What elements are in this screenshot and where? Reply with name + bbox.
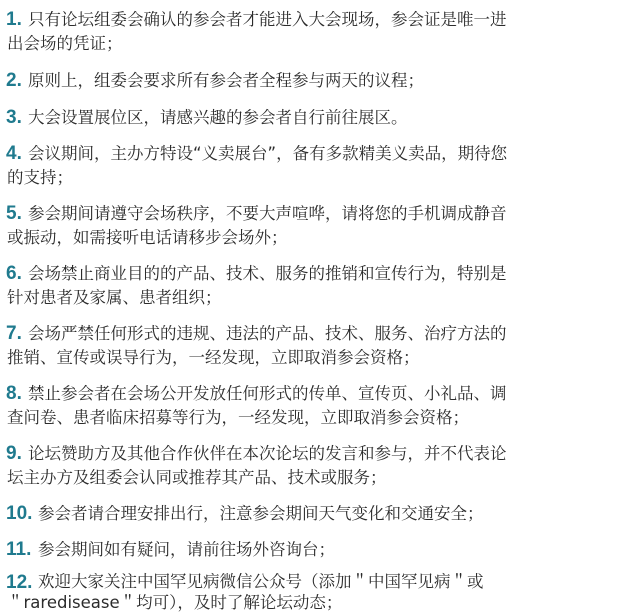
item-text-line: 论坛赞助方及其他合作伙伴在本次论坛的发言和参与，并不代表论: [28, 444, 507, 463]
list-item: [6, 8, 622, 56]
item-number: 5.: [6, 203, 22, 224]
item-text-line: 坛主办方及组委会认同或推荐其产品、技术或服务；: [7, 468, 387, 487]
item-number: 1.: [6, 9, 22, 30]
item-text-line: 只有论坛组委会确认的参会者才能进入大会现场，参会证是唯一进: [28, 10, 507, 29]
item-text-line: 针对患者及家属、患者组织；: [7, 288, 222, 307]
item-number: 12.: [6, 572, 33, 593]
item-text-line: 参会期间如有疑问，请前往场外咨询台；: [38, 540, 335, 559]
item-text-line: 查问卷、患者临床招募等行为，一经发现，立即取消参会资格；: [7, 408, 469, 427]
item-text-line: ＂raredisease＂均可），及时了解论坛动态；: [7, 593, 343, 612]
item-number: 8.: [6, 383, 22, 404]
item-text-line: 大会设置展位区，请感兴趣的参会者自行前往展区。: [28, 108, 408, 127]
item-text-line: 参会期间请遵守会场秩序，不要大声喧哗，请将您的手机调成静音: [28, 204, 507, 223]
list-item: [6, 142, 622, 190]
item-text-line: 推销、宣传或误导行为，一经发现，立即取消参会资格；: [7, 348, 420, 367]
item-text-line: 禁止参会者在会场公开发放任何形式的传单、宣传页、小礼品、调: [28, 384, 507, 403]
list-item: [6, 571, 622, 613]
list-item: [6, 442, 622, 490]
item-text-line: 或振动，如需接听电话请移步会场外；: [7, 228, 288, 247]
item-number: 10.: [6, 503, 33, 524]
item-number: 3.: [6, 107, 22, 128]
item-number: 2.: [6, 70, 22, 91]
item-number: 4.: [6, 143, 22, 164]
item-text-line: 原则上，组委会要求所有参会者全程参与两天的议程；: [28, 71, 424, 90]
item-text-line: 欢迎大家关注中国罕见病微信公众号（添加＂中国罕见病＂或: [38, 572, 484, 591]
list-item: [6, 69, 622, 93]
list-item: [6, 202, 622, 250]
list-item: [6, 538, 622, 562]
item-number: 9.: [6, 443, 22, 464]
item-number: 6.: [6, 263, 22, 284]
item-text-line: 会场禁止商业目的的产品、技术、服务的推销和宣传行为，特别是: [28, 264, 507, 283]
item-text-line: 会议期间，主办方特设“义卖展台”，备有多款精美义卖品，期待您: [28, 144, 508, 163]
item-text-line: 会场严禁任何形式的违规、违法的产品、技术、服务、治疗方法的: [28, 324, 507, 343]
item-number: 7.: [6, 323, 22, 344]
list-item: [6, 322, 622, 370]
list-item: [6, 502, 622, 526]
item-text-line: 参会者请合理安排出行，注意参会期间天气变化和交通安全；: [38, 504, 484, 523]
list-item: [6, 382, 622, 430]
item-number: 11.: [6, 539, 32, 560]
list-item: [6, 106, 622, 130]
item-text-line: 的支持；: [7, 168, 73, 187]
item-text-line: 出会场的凭证；: [7, 34, 123, 53]
list-item: [6, 262, 622, 310]
